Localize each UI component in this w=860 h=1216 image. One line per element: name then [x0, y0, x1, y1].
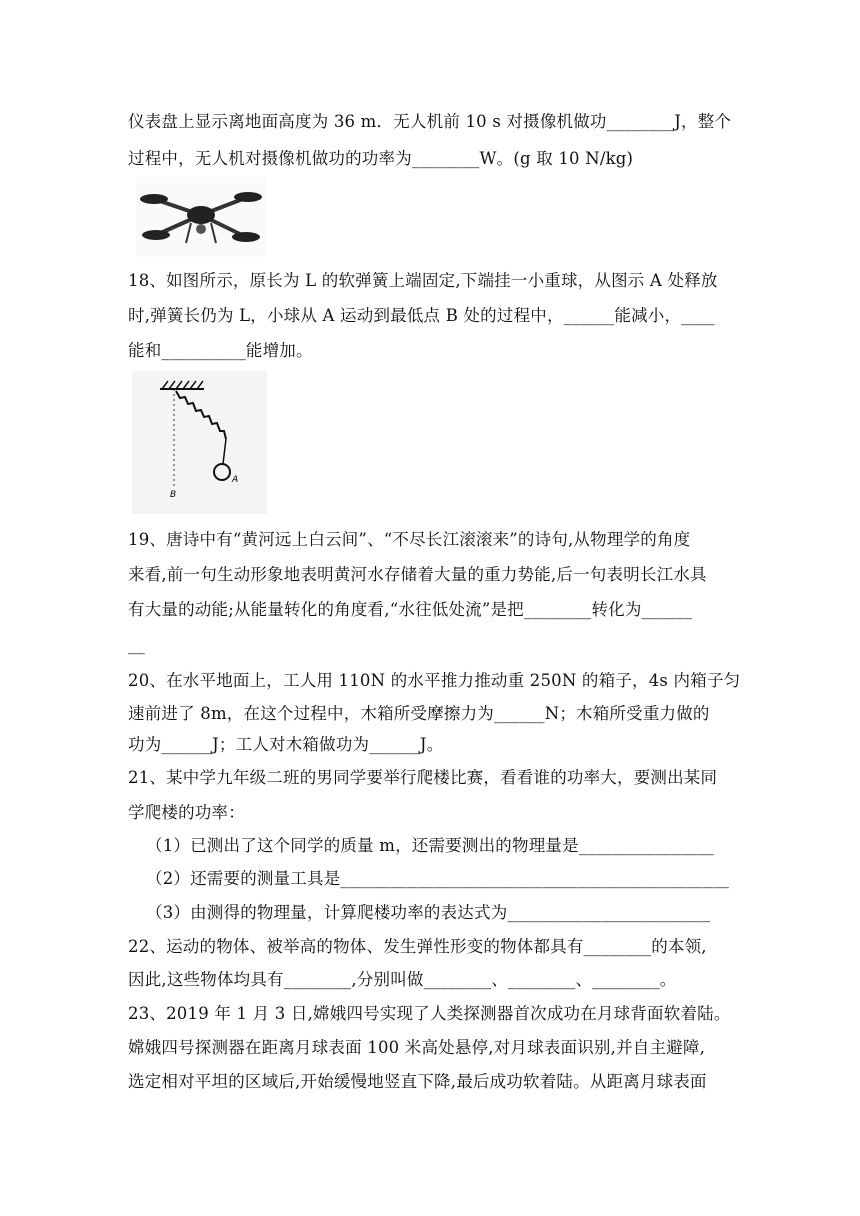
text-line: 18、如图所示，原长为 L 的软弹簧上端固定,下端挂一小重球，从图示 A 处释放 — [128, 271, 718, 290]
spring-pendulum-diagram — [132, 371, 267, 514]
point-a-label: A — [232, 475, 239, 485]
text-line: （1）已测出了这个同学的质量 m，还需要测出的物理量是________________ — [146, 836, 714, 855]
point-b-label: B — [170, 490, 177, 500]
text-line: __ — [128, 635, 145, 654]
text-line: 功为______J；工人对木箱做功为______J。 — [128, 735, 444, 754]
text-line: 19、唐诗中有“黄河远上白云间”、“不尽长江滚滚来”的诗句,从物理学的角度 — [128, 530, 691, 549]
text-line: 因此,这些物体均具有________,分别叫做________、________、________。 — [128, 970, 677, 989]
text-line: 学爬楼的功率： — [128, 803, 245, 822]
text-line: 过程中，无人机对摄像机做功的功率为________W。(g 取 10 N/kg) — [128, 149, 634, 168]
text-line: 21、某中学九年级二班的男同学要举行爬楼比赛，看看谁的功率大，要测出某同 — [128, 768, 718, 787]
text-line: 时,弹簧长仍为 L，小球从 A 运动到最低点 B 处的过程中，______能减小，____ — [128, 306, 715, 325]
text-line: 嫦娥四号探测器在距离月球表面 100 米高处悬停,对月球表面识别,并自主避障, — [128, 1038, 706, 1057]
text-line: （3）由测得的物理量，计算爬楼功率的表达式为________________________ — [146, 903, 711, 922]
drone-image — [136, 177, 266, 257]
text-line: 来看,前一句生动形象地表明黄河水存储着大量的重力势能,后一句表明长江水具 — [128, 565, 707, 584]
text-line: 有大量的动能;从能量转化的角度看,“水往低处流”是把________转化为______ — [128, 600, 693, 619]
text-line: 23、2019 年 1 月 3 日,嫦娥四号实现了人类探测器首次成功在月球背面软着陆。 — [128, 1004, 731, 1023]
text-line: 仪表盘上显示离地面高度为 36 m．无人机前 10 s 对摄像机做功________J，整个 — [128, 112, 732, 131]
text-line: 20、在水平地面上，工人用 110N 的水平推力推动重 250N 的箱子，4s 内箱子匀 — [128, 671, 741, 690]
text-line: 能和__________能增加。 — [128, 341, 313, 360]
text-line: 22、运动的物体、被举高的物体、发生弹性形变的物体都具有________的本领, — [128, 937, 707, 956]
text-line: 选定相对平坦的区域后,开始缓慢地竖直下降,最后成功软着陆。从距离月球表面 — [128, 1072, 707, 1091]
text-line: 速前进了 8m，在这个过程中，木箱所受摩擦力为______N；木箱所受重力做的 — [128, 704, 710, 723]
text-line: （2）还需要的测量工具是______________________________________________ — [146, 869, 730, 888]
